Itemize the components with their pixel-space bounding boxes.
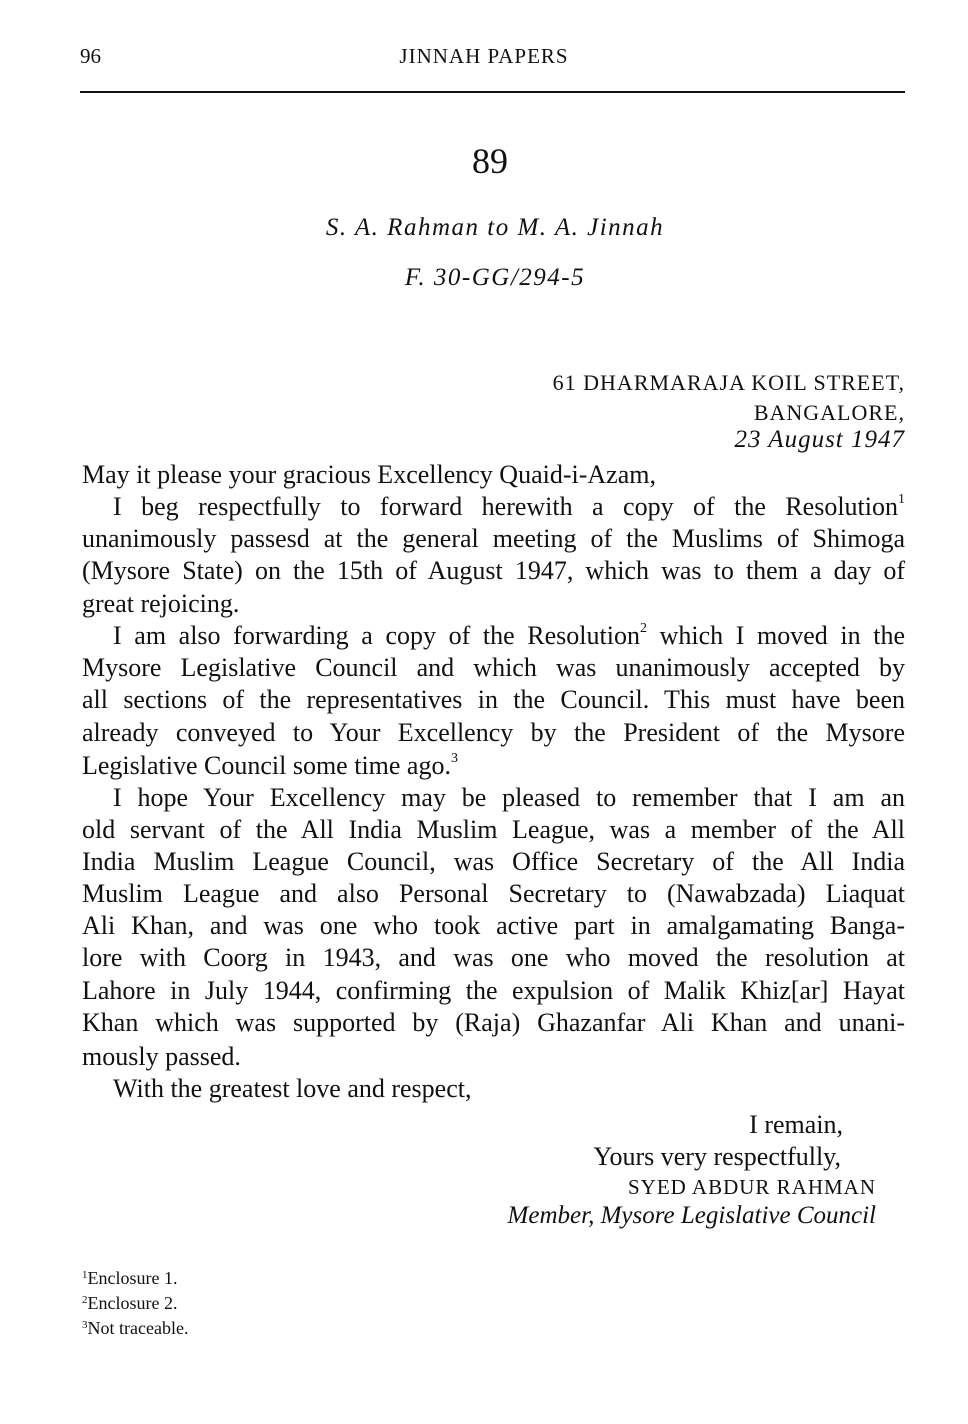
body-line: Muslim League and also Personal Secretary to (Nawabzada) Liaquat: [82, 879, 905, 908]
page-number: 96: [80, 44, 101, 68]
body-line: Mysore Legislative Council and which was unanimously accepted by: [82, 653, 905, 682]
body-line: With the greatest love and respect,: [113, 1074, 472, 1103]
header-rule: [80, 91, 905, 93]
closing-yours: Yours very respectfully,: [593, 1142, 841, 1171]
body-line: mously passed.: [82, 1042, 241, 1071]
body-line: India Muslim League Council, was Office Secretary of the All India: [82, 847, 905, 876]
footnote-ref: 1: [898, 492, 905, 507]
footnote-ref: 2: [639, 621, 647, 636]
body-line: all sections of the representatives in the Council. This must have been: [82, 685, 905, 714]
document-title: S. A. Rahman to M. A. Jinnah: [325, 214, 665, 241]
running-head: JINNAH PAPERS: [399, 44, 569, 68]
body-line: Legislative Council some time ago.$^3$: [82, 751, 458, 780]
body-line: Lahore in July 1944, confirming the expulsion of Malik Khiz[ar] Hayat: [82, 976, 905, 1005]
body-line: lore with Coorg in 1943, and was one who moved the resolution at: [82, 943, 905, 972]
body-line: I beg respectfully to forward herewith a copy of the Resolution$^1$: [113, 492, 905, 521]
letter-date: 23 August 1947: [734, 426, 905, 453]
address-street: 61 DHARMARAJA KOIL STREET,: [552, 370, 905, 395]
footnote: $^3$Not traceable.: [82, 1318, 189, 1338]
signature-name: SYED ABDUR RAHMAN: [627, 1175, 876, 1199]
address-city: BANGALORE,: [753, 400, 905, 425]
body-line: old servant of the All India Muslim League, was a member of the All: [82, 815, 905, 844]
body-line: I hope Your Excellency may be pleased to remember that I am an: [113, 783, 905, 812]
document-number: 89: [472, 141, 508, 181]
salutation: May it please your gracious Excellency Quaid-i-Azam,: [82, 460, 656, 489]
footnote-ref: 3: [450, 751, 458, 766]
closing-remain: I remain,: [749, 1110, 843, 1139]
body-line: already conveyed to Your Excellency by the President of the Mysore: [82, 718, 905, 747]
signature-designation: Member, Mysore Legislative Council: [507, 1202, 876, 1229]
document-reference: F. 30-GG/294-5: [404, 264, 586, 291]
footnote: $^2$Enclosure 2.: [82, 1293, 178, 1313]
body-line: I am also forwarding a copy of the Resolution$^2$ which I moved in the: [113, 621, 906, 650]
body-line: (Mysore State) on the 15th of August 1947, which was to them a day of: [82, 556, 905, 585]
body-line: unanimously passesd at the general meeting of the Muslims of Shimoga: [82, 524, 905, 553]
footnote: $^1$Enclosure 1.: [82, 1268, 178, 1288]
body-line: great rejoicing.: [82, 589, 240, 618]
body-line: Ali Khan, and was one who took active part in amalgamating Banga-: [82, 911, 905, 940]
body-line: Khan which was supported by (Raja) Ghazanfar Ali Khan and unani-: [82, 1008, 905, 1037]
